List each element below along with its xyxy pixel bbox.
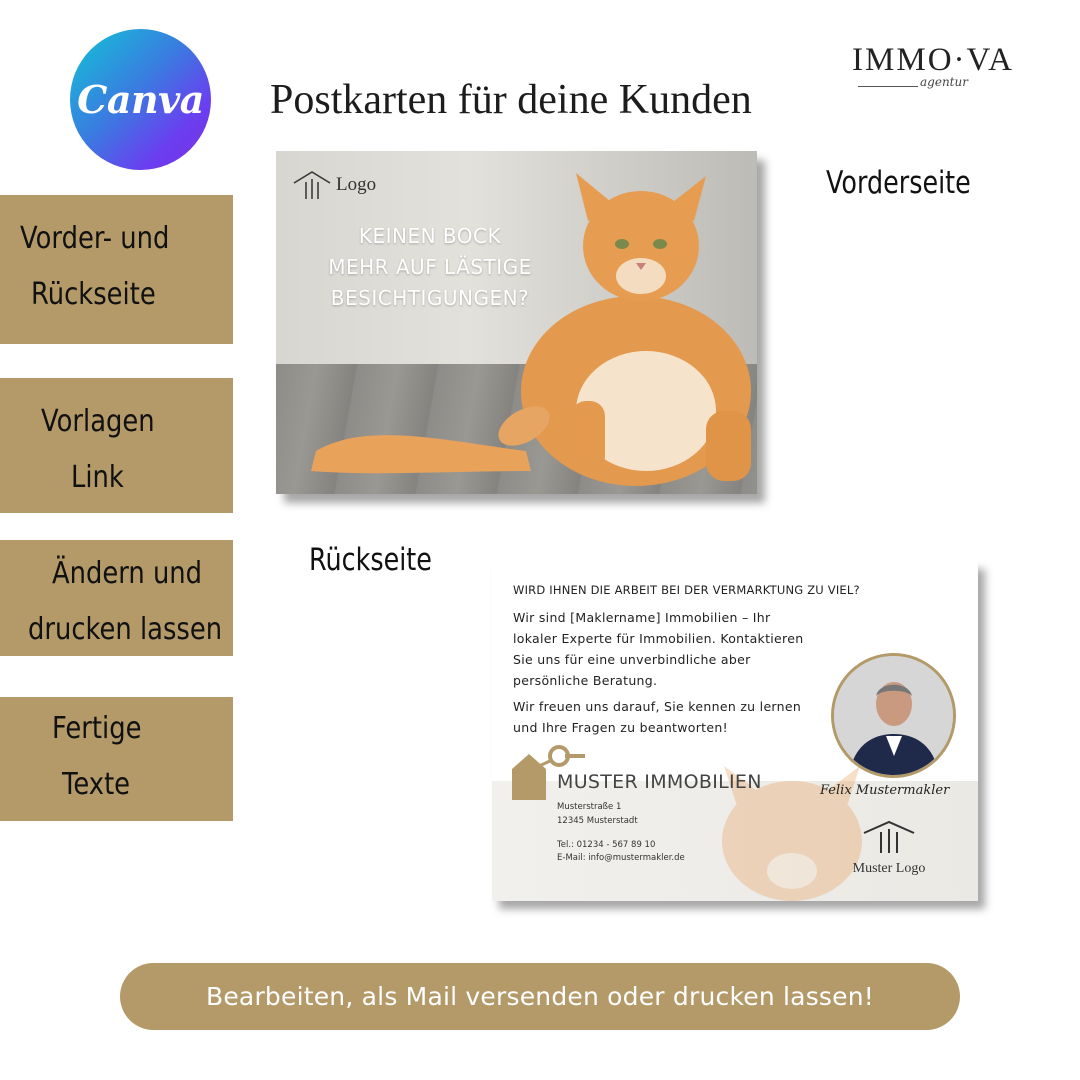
- brand-name: IMMO·VA: [852, 42, 1014, 78]
- tag-vorlagen-link: [0, 378, 233, 513]
- muster-logo-text: Muster Logo: [852, 861, 926, 876]
- back-text-line: Wir freuen uns darauf, Sie kennen zu lernen: [513, 699, 802, 714]
- address-city: 12345 Musterstadt: [557, 816, 638, 826]
- back-text-line: Wir sind [Maklername] Immobilien – Ihr: [513, 610, 771, 625]
- front-logo: [292, 169, 376, 201]
- agent-photo: [831, 653, 956, 778]
- back-text-line: und Ihre Fragen zu beantworten!: [513, 720, 728, 735]
- back-text-line: lokaler Experte für Immobilien. Kontaktieren: [513, 631, 804, 646]
- tag-line: Vorlagen: [41, 404, 155, 439]
- address-street: Musterstraße 1: [557, 802, 622, 812]
- brand-sub: agentur: [920, 75, 968, 89]
- canva-logo-icon: [70, 29, 211, 170]
- muster-logo: [844, 819, 934, 877]
- front-headline-line: KEINEN BOCK: [358, 224, 502, 248]
- label-vorderseite: Vorderseite: [826, 165, 971, 201]
- brand-logo: [848, 42, 1018, 93]
- brand-divider: [858, 86, 918, 87]
- cat-illustration: [276, 151, 757, 494]
- front-headline-line: BESICHTIGUNGEN?: [330, 286, 530, 310]
- front-logo-text: Logo: [336, 174, 377, 195]
- contact-phone: Tel.: 01234 - 567 89 10: [557, 840, 656, 850]
- contact-email: E-Mail: info@mustermakler.de: [557, 853, 685, 863]
- page-title: Postkarten für deine Kunden: [270, 77, 752, 123]
- tag-vorder-rueckseite: [0, 195, 233, 344]
- company-name: MUSTER IMMOBILIEN: [557, 771, 762, 793]
- postcard-back: [492, 561, 978, 901]
- back-text-line: persönliche Beratung.: [513, 673, 658, 688]
- label-rueckseite: Rückseite: [309, 542, 432, 578]
- tag-line: Link: [71, 460, 124, 495]
- tag-aendern-drucken: [0, 540, 233, 656]
- back-paragraph-1: [513, 607, 803, 691]
- tag-line: Ändern und: [52, 556, 203, 591]
- house-logo-icon: [861, 819, 917, 855]
- house-logo-icon: [292, 169, 332, 201]
- tag-line: Vorder- und: [20, 221, 170, 256]
- tag-line: Fertige: [52, 711, 142, 746]
- front-headline-line: MEHR AUF LÄSTIGE: [328, 255, 532, 279]
- canva-logo-text: Canva: [77, 77, 204, 122]
- agent-signature: Felix Mustermakler: [820, 783, 950, 798]
- front-headline: [290, 221, 570, 314]
- tag-line: Rückseite: [31, 277, 156, 312]
- tag-line: Texte: [62, 767, 131, 802]
- tag-line: drucken lassen: [28, 612, 223, 647]
- back-paragraph-2: [513, 696, 801, 738]
- back-text-line: Sie uns für eine unverbindliche aber: [513, 652, 751, 667]
- cta-banner: Bearbeiten, als Mail versenden oder drucken lassen!: [120, 963, 960, 1030]
- postcard-front: [276, 151, 757, 494]
- back-question: WIRD IHNEN DIE ARBEIT BEI DER VERMARKTUNG ZU VIEL?: [513, 583, 860, 597]
- tag-fertige-texte: [0, 697, 233, 821]
